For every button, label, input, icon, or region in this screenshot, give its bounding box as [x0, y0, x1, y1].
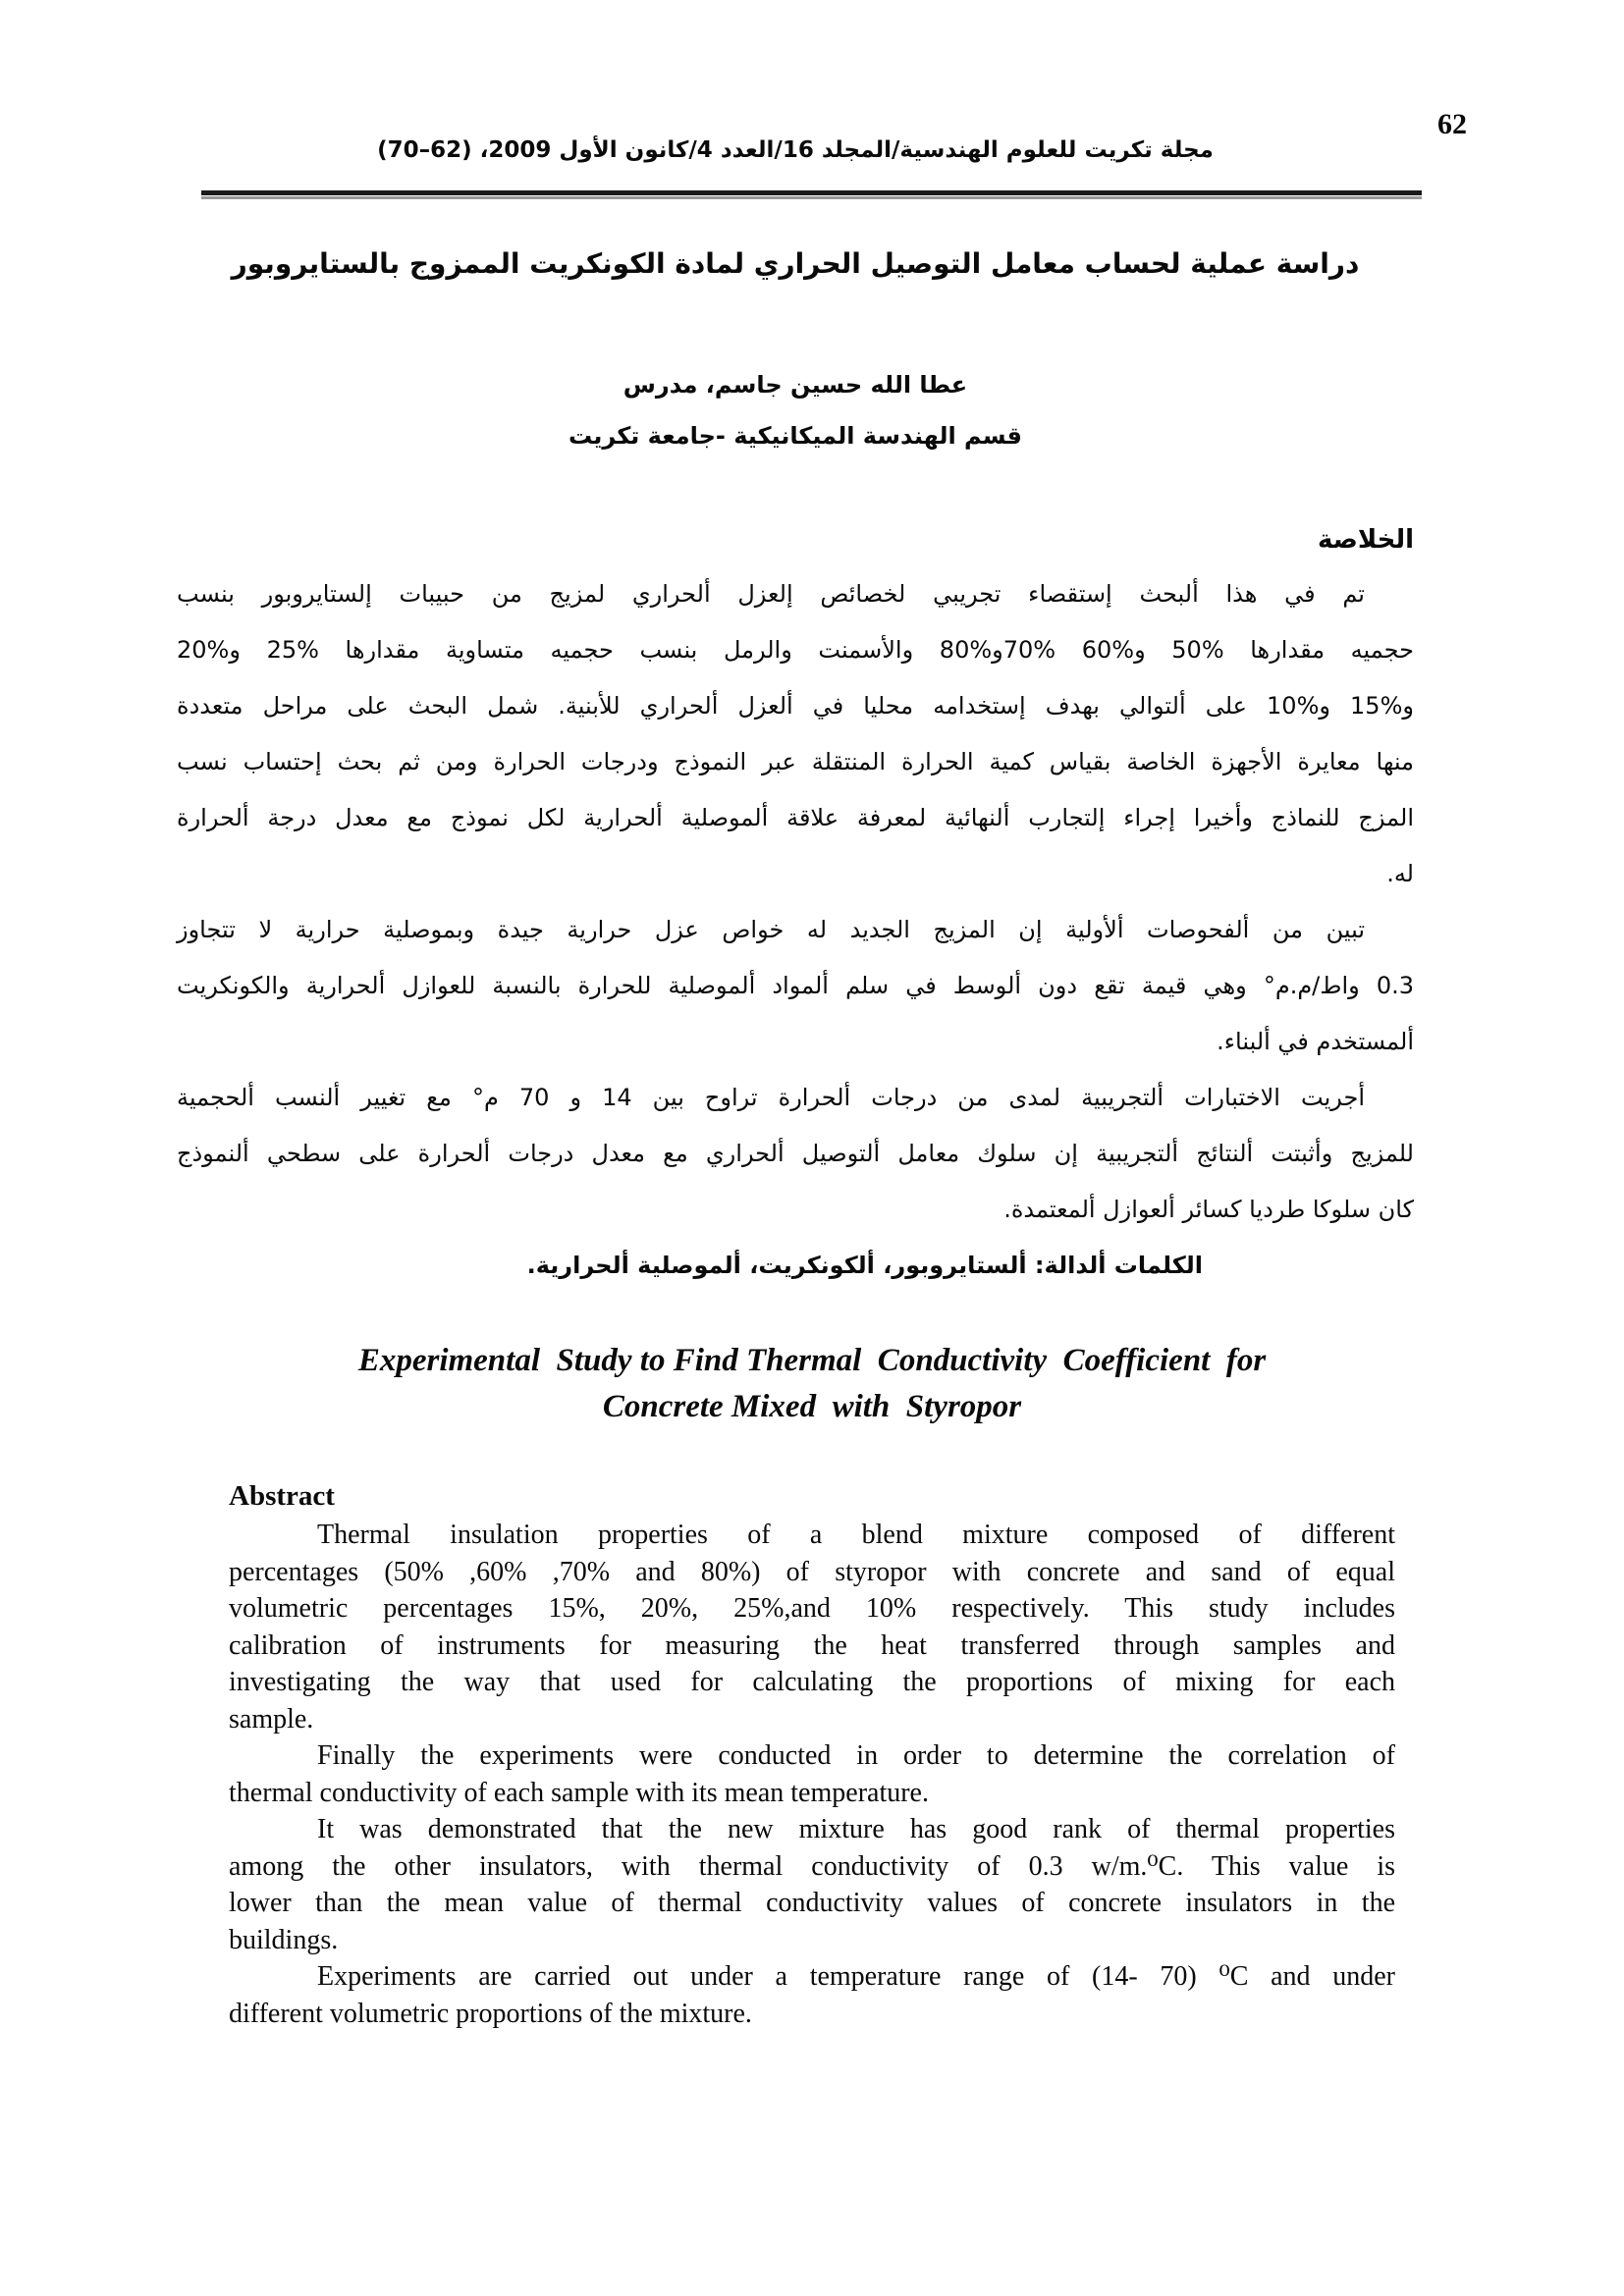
text-line: كان سلوكا طرديا كسائر ألعوازل ألمعتمدة. [1003, 1196, 1414, 1223]
text-line: different volumetric proportions of the mixture. [229, 1998, 752, 2029]
text-line: و%15 و%10 على ألتوالي بهدف إستخدامه محليا في ألعزل ألحراري للأبنية. شمل البحث على مراحل متعددة [177, 692, 1414, 720]
text-line: منها معايرة الأجهزة الخاصة بقياس كمية الحرارة المنتقلة عبر النموذج ودرجات الحرارة ومن ثم بحث إحتساب نسب [177, 748, 1414, 775]
text-line: Thermal insulation properties of a blend mixture composed of different [317, 1520, 1395, 1550]
arabic-keywords: الكلمات ألدالة: ألستايروبور، ألكونكريت، ألموصلية ألحرارية. [526, 1252, 1203, 1279]
text-line: Experimental Study to Find Thermal Conductivity Coefficient for [357, 1343, 1267, 1378]
text-line: It was demonstrated that the new mixture has good rank of thermal properties [317, 1814, 1395, 1844]
text-line: للمزيج وأثبتت ألنتائج ألتجريبية إن سلوك معامل ألتوصيل ألحراري مع معدل درجات ألحرارة على سطحي ألنموذج [177, 1140, 1414, 1167]
text-line: sample. [229, 1703, 314, 1735]
text-line: له. [1386, 860, 1414, 887]
english-paragraph-3 [229, 1811, 1395, 1958]
english-title [229, 1338, 1395, 1430]
text-line: Concrete Mixed with Styropor [602, 1389, 1022, 1424]
text-line: among the other insulators, with thermal conductivity of 0.3 w/m.⁰C. This value is [229, 1850, 1395, 1882]
author-line: عطا الله حسين جاسم، مدرس [623, 371, 968, 399]
text-line: Finally the experiments were conducted in order to determine the correlation of [317, 1740, 1395, 1771]
text-line: percentages (50% ,60% ,70% and 80%) of styropor with concrete and sand of equal [229, 1556, 1395, 1587]
page-number: 62 [1437, 108, 1467, 140]
text-line: investigating the way that used for calculating the proportions of mixing for each [229, 1667, 1395, 1697]
arabic-abstract-body [177, 566, 1414, 1294]
text-line: تبين من ألفحوصات ألأولية إن المزيج الجديد له خواص عزل حرارية جيدة وبموصلية حرارية لا تتجاوز [177, 916, 1365, 943]
header-rule [201, 190, 1422, 195]
text-line: ألمستخدم في ألبناء. [1217, 1028, 1414, 1055]
text-line: thermal conductivity of each sample with its mean temperature. [229, 1777, 929, 1808]
text-line: lower than the mean value of thermal conductivity values of concrete insulators in the [229, 1888, 1395, 1918]
text-line: حجميه مقدارها %50 و%60 %70و%80 والأسمنت والرمل بنسب حجميه متساوية مقدارها %25 و%20 [177, 636, 1414, 664]
text-line: أجريت الاختبارات ألتجريبية لمدى من درجات ألحرارة تراوح بين 14 و 70 م° مع تغيير ألنسب ألحجمية [177, 1084, 1365, 1111]
text-line: volumetric percentages 15%, 20%, 25%,and 10% respectively. This study includes [229, 1593, 1395, 1624]
arabic-abstract-heading: الخلاصة [1317, 525, 1414, 555]
english-abstract-heading: Abstract [229, 1480, 335, 1512]
text-line: Experiments are carried out under a temperature range of (14- 70) ⁰C and under [317, 1961, 1395, 1992]
text-line: buildings. [229, 1924, 339, 1955]
text-line: calibration of instruments for measuring the heat transferred through samples and [229, 1629, 1395, 1661]
arabic-title: دراسة عملية لحساب معامل التوصيل الحراري لمادة الكونكريت الممزوج بالستايروبور [231, 247, 1360, 280]
arabic-paragraph-3 [177, 1070, 1414, 1238]
journal-header: مجلة تكريت للعلوم الهندسية/المجلد 16/العدد 4/كانون الأول 2009، (62–70) [377, 137, 1214, 163]
affiliation-line: قسم الهندسة الميكانيكية -جامعة تكريت [568, 422, 1023, 450]
text-line: 0.3 واط/م.م° وهي قيمة تقع دون ألوسط في سلم ألمواد ألموصلية للحرارة بالنسبة للعوازل ألحرارية والكونكريت [177, 972, 1414, 999]
text-line: المزج للنماذج وأخيرا إجراء إلتجارب ألنهائية لمعرفة علاقة ألموصلية ألحرارية لكل نموذج مع معدل درجة ألحرارة [177, 804, 1414, 831]
english-abstract-body [229, 1517, 1395, 2032]
arabic-paragraph-2 [177, 902, 1414, 1070]
english-paragraph-1 [229, 1517, 1395, 1737]
arabic-paragraph-1 [177, 566, 1414, 902]
text-line: تم في هذا ألبحث إستقصاء تجريبي لخصائص إلعزل ألحراري لمزيج من حبيبات إلستايروبور بنسب [177, 580, 1365, 608]
english-paragraph-2 [229, 1737, 1395, 1811]
english-paragraph-4 [229, 1958, 1395, 2032]
header-rule-shadow [201, 196, 1422, 199]
